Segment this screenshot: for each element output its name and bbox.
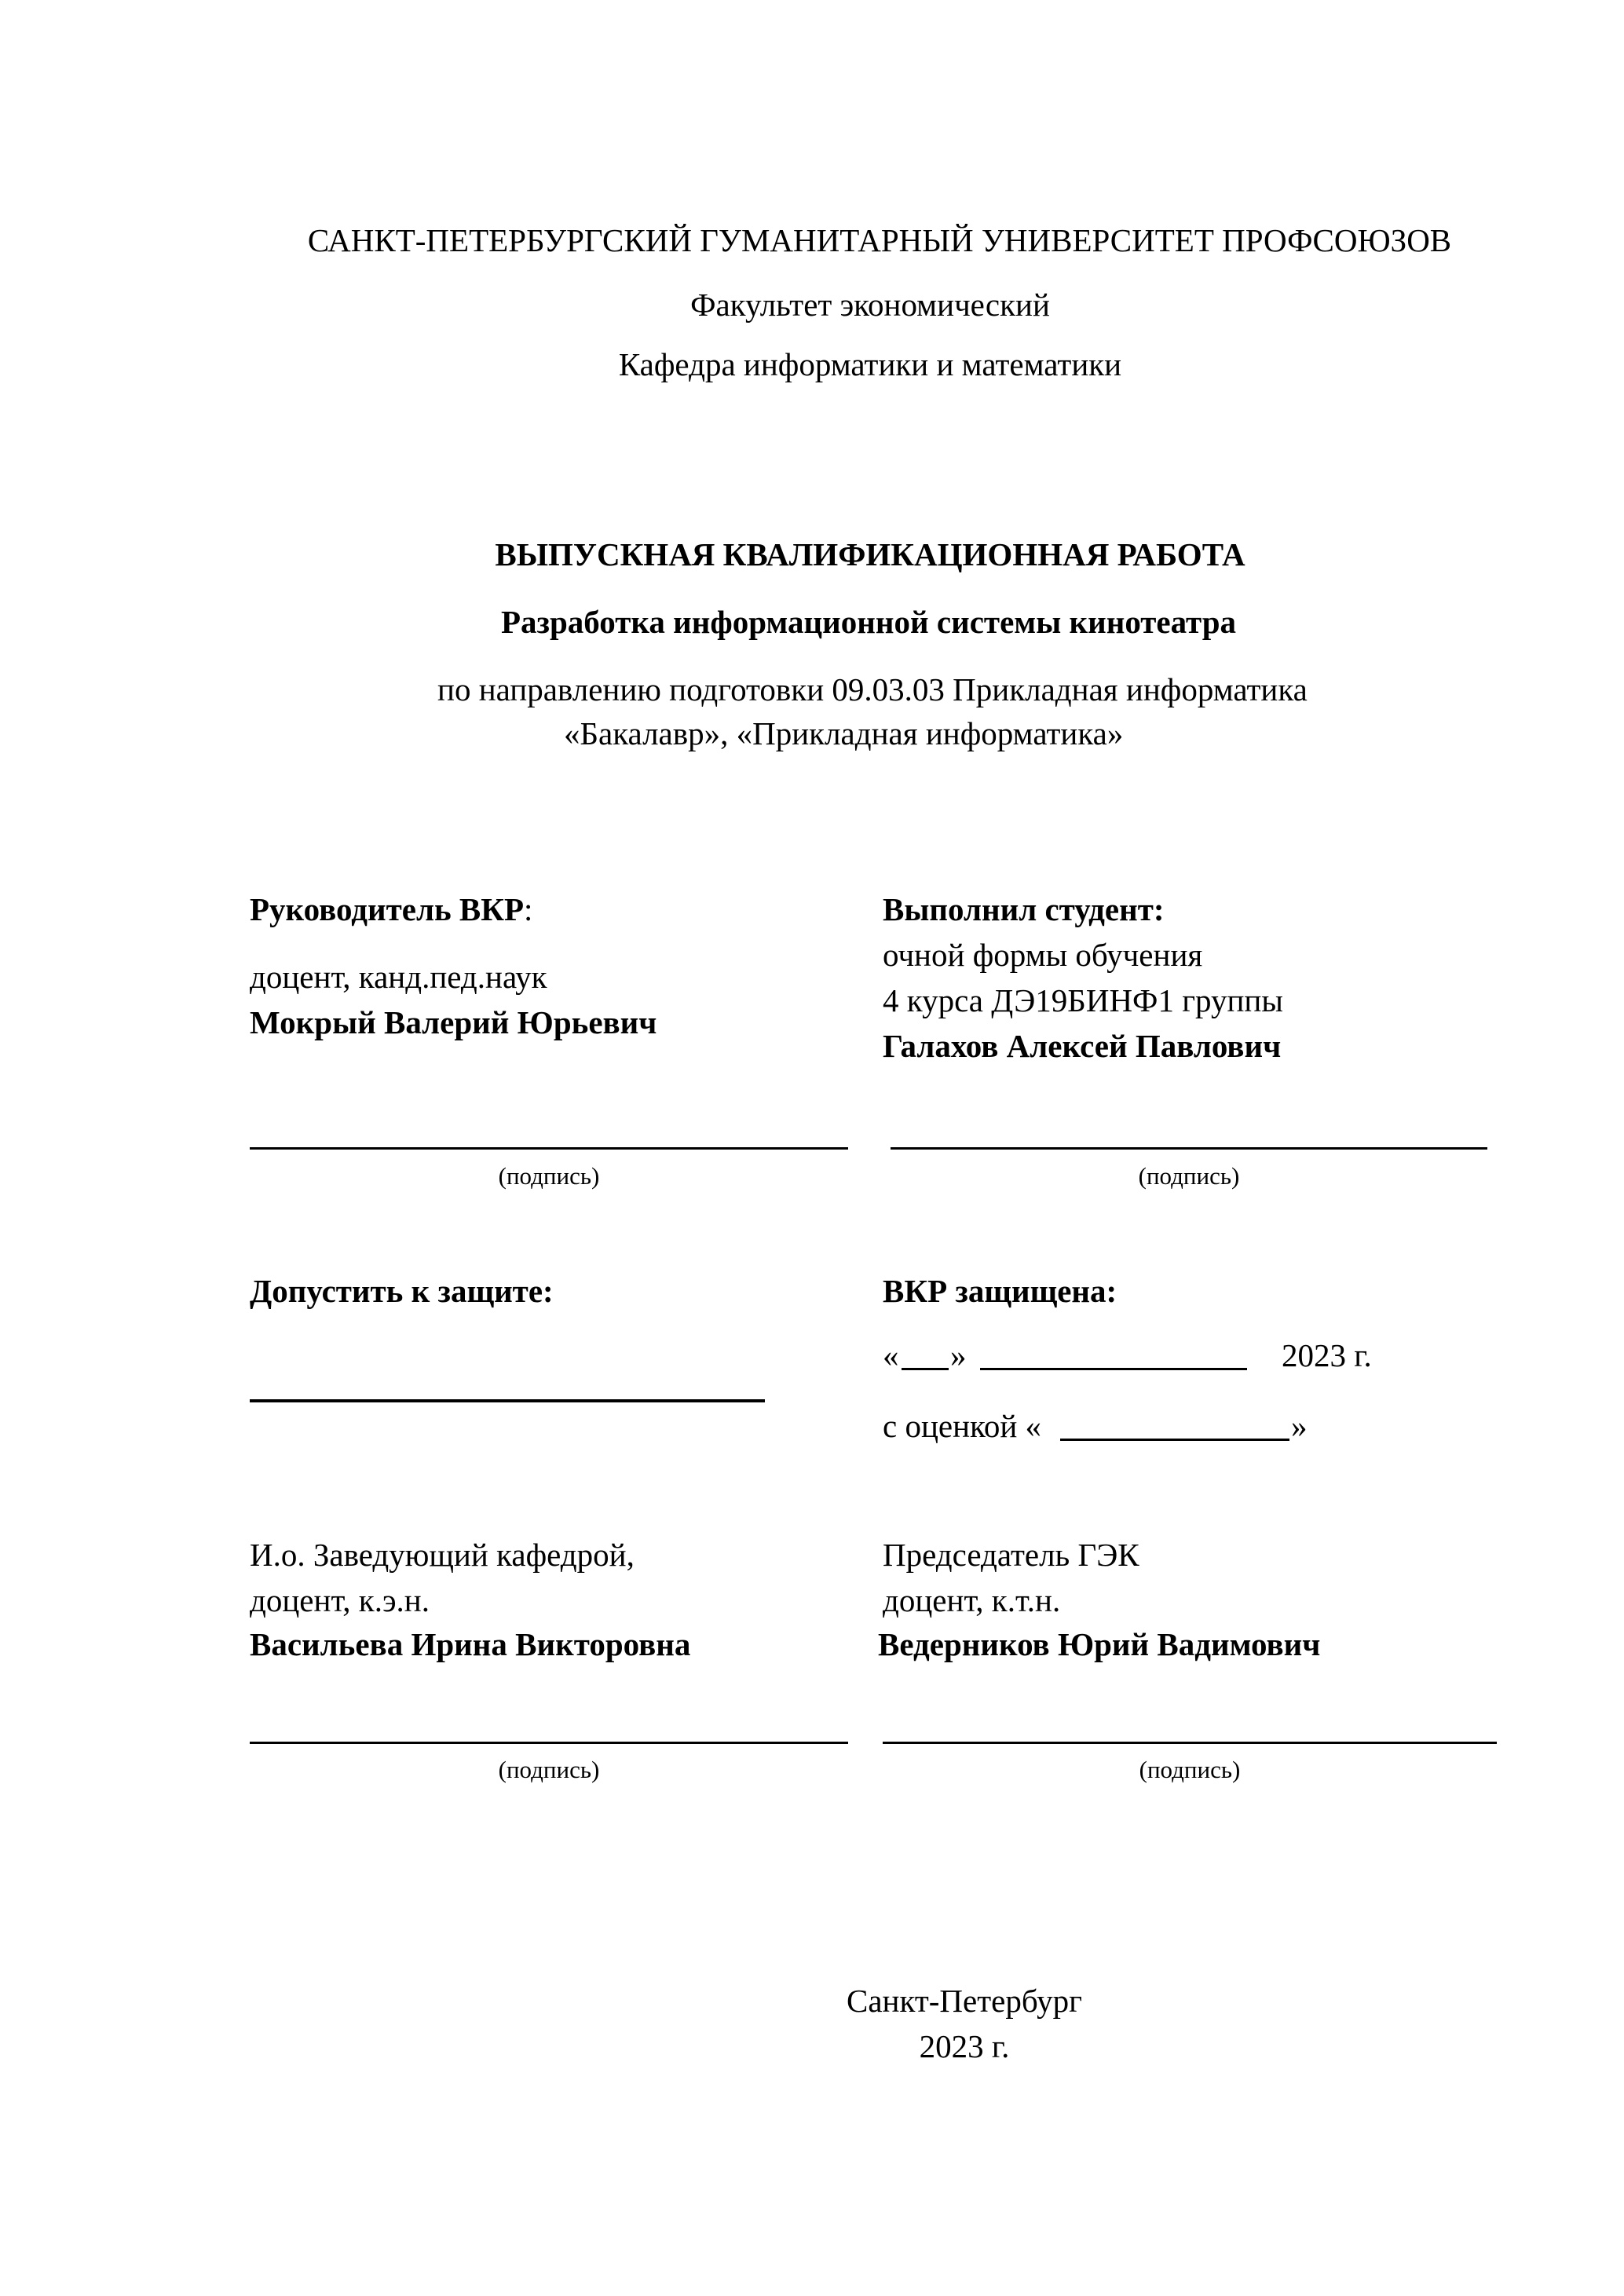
direction-line-2: «Бакалавр», «Прикладная информатика» (564, 715, 1124, 751)
work-type (0, 536, 1624, 572)
gek-chair-signature-caption: (подпись) (1139, 1756, 1241, 1783)
gek-chair-title: Председатель ГЭК (883, 1537, 1139, 1573)
defense-day-blank (902, 1368, 949, 1370)
department-text: Кафедра информатики и математики (618, 346, 1122, 382)
department-name (0, 346, 1624, 382)
gek-chair-signature-line (883, 1742, 1497, 1744)
defense-date-close: » (950, 1337, 967, 1373)
supervisor-position: доцент, канд.пед.наук (250, 959, 547, 995)
student-heading: Выполнил студент: (883, 891, 1165, 927)
student-name: Галахов Алексей Павлович (883, 1028, 1282, 1064)
footer-city (0, 1985, 1624, 2017)
student-group: 4 курса ДЭ19БИНФ1 группы (883, 982, 1283, 1018)
work-type-text: ВЫПУСКНАЯ КВАЛИФИКАЦИОННАЯ РАБОТА (495, 536, 1245, 572)
footer-year-text: 2023 г. (919, 2028, 1010, 2064)
footer-city-text: Санкт-Петербург (847, 1983, 1082, 2019)
supervisor-signature-line (250, 1147, 848, 1150)
header-block (0, 222, 1624, 258)
faculty-name (0, 289, 1624, 321)
work-topic (0, 606, 1624, 638)
faculty-text: Факультет экономический (690, 287, 1050, 323)
defense-grade-prefix: с оценкой « (883, 1408, 1042, 1444)
student-signature-caption: (подпись) (1138, 1162, 1240, 1190)
supervisor-heading-text: Руководитель ВКР (250, 891, 525, 927)
supervisor-name: Мокрый Валерий Юрьевич (250, 1004, 657, 1040)
supervisor-heading (250, 891, 533, 927)
head-of-department-signature-line (250, 1742, 848, 1744)
student-form: очной формы обучения (883, 937, 1203, 973)
head-of-department-title: И.о. Заведующий кафедрой, (250, 1537, 635, 1573)
footer-year (0, 2028, 1624, 2064)
work-topic-text: Разработка информационной системы кинотеатра (500, 604, 1237, 640)
university-name: САНКТ-ПЕТЕРБУРГСКИЙ ГУМАНИТАРНЫЙ УНИВЕРСИТЕТ ПРОФСОЮЗОВ (307, 222, 1452, 258)
defense-grade-blank (1060, 1439, 1289, 1441)
defense-date-open: « (883, 1337, 899, 1373)
gek-chair-name: Ведерников Юрий Вадимович (878, 1626, 1321, 1662)
head-of-department-signature-caption: (подпись) (498, 1756, 600, 1783)
direction-line-1: по направлению подготовки 09.03.03 Прикладная информатика (437, 671, 1308, 707)
defense-month-blank (980, 1368, 1247, 1370)
defense-year: 2023 г. (1282, 1337, 1372, 1373)
head-of-department-name: Васильева Ирина Викторовна (250, 1626, 691, 1662)
defense-grade-suffix: » (1291, 1408, 1308, 1444)
gek-chair-degree: доцент, к.т.н. (883, 1582, 1061, 1618)
head-of-department-degree: доцент, к.э.н. (250, 1582, 430, 1618)
defense-heading: ВКР защищена: (883, 1273, 1117, 1309)
admission-signature-line (250, 1399, 765, 1402)
student-signature-line (891, 1147, 1487, 1150)
admission-heading: Допустить к защите: (250, 1273, 554, 1309)
supervisor-signature-caption: (подпись) (498, 1162, 600, 1190)
supervisor-heading-colon: : (524, 891, 533, 927)
